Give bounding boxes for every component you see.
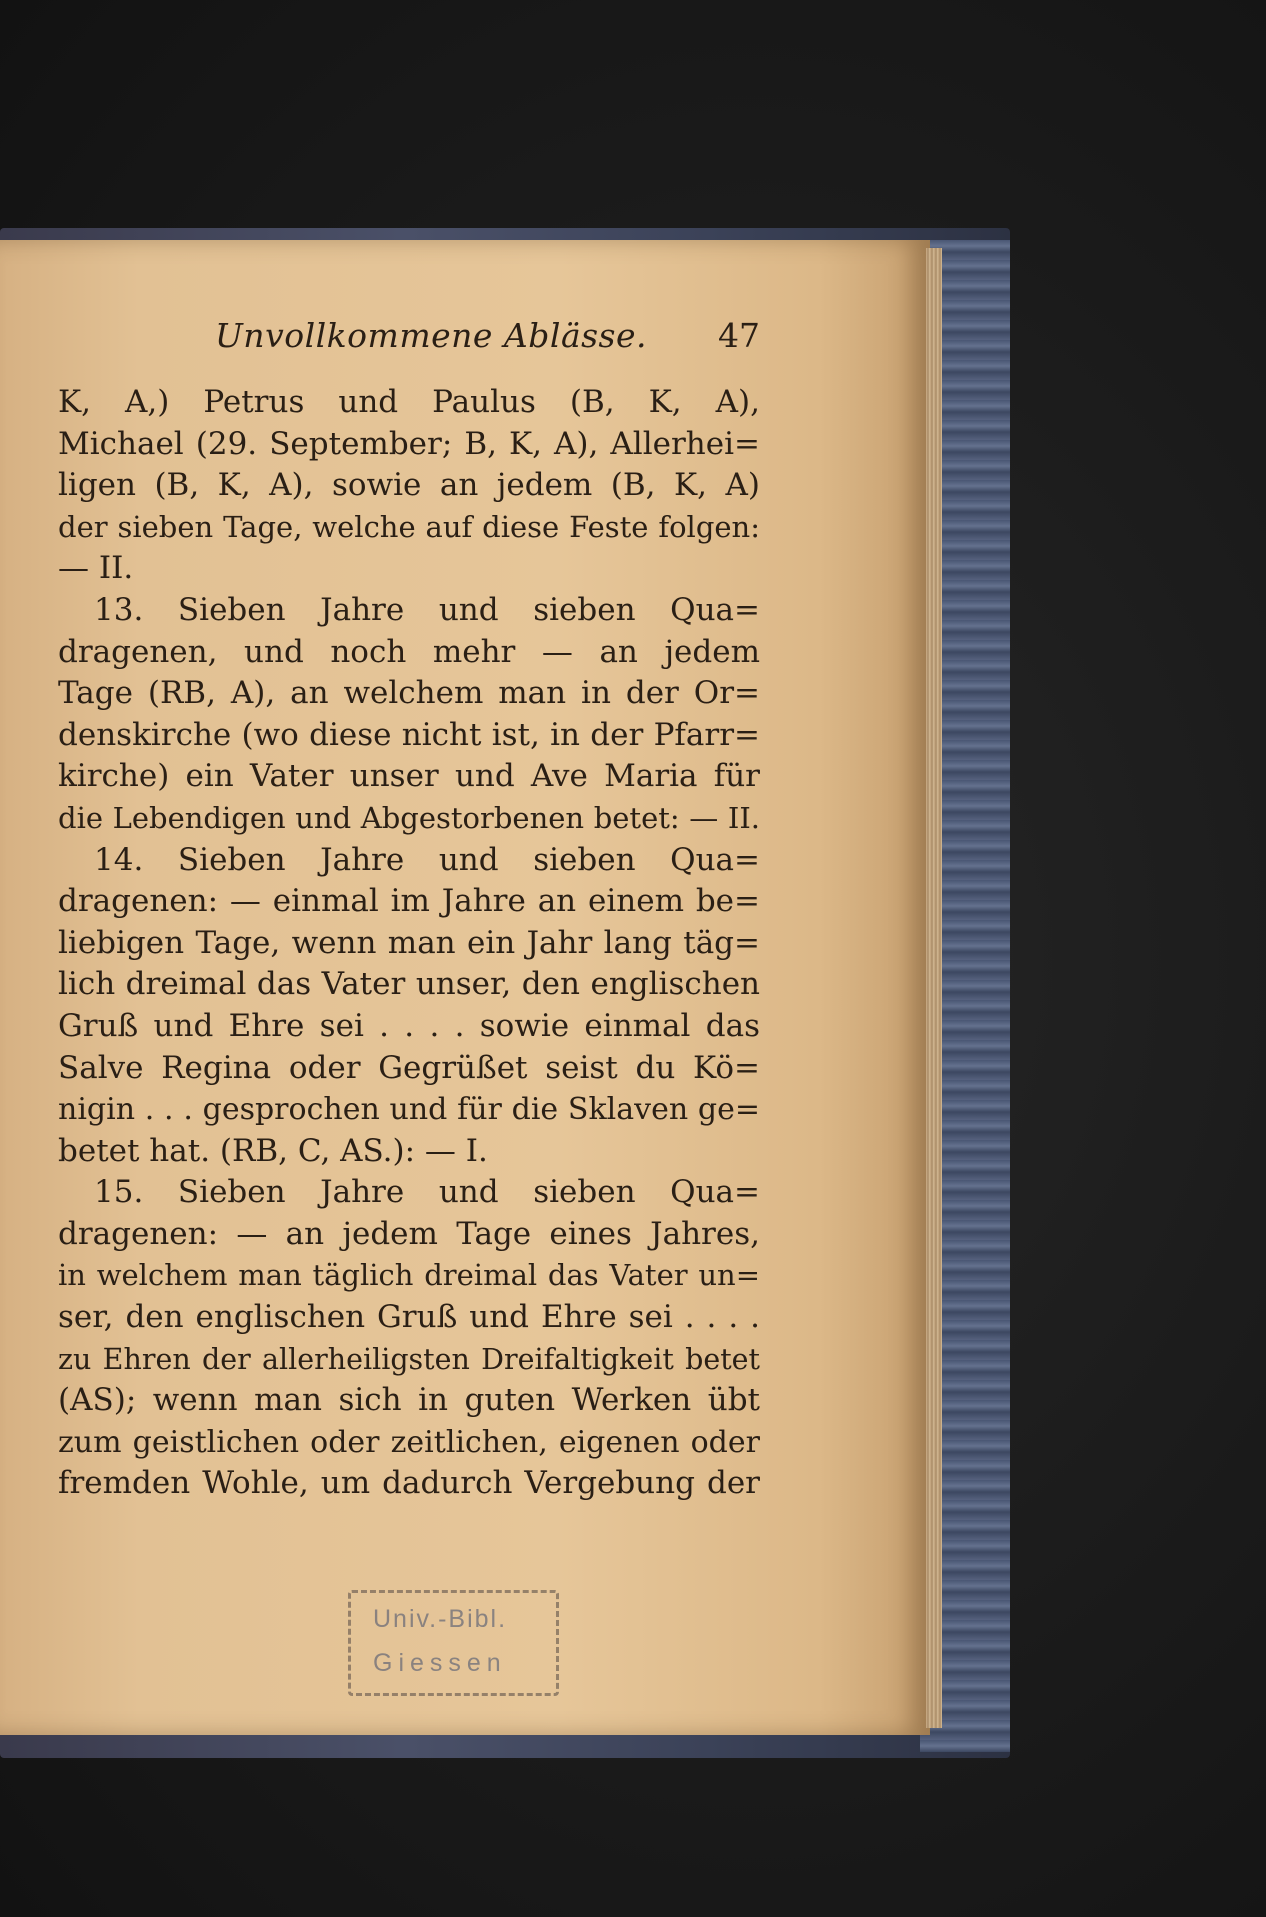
page-number: 47 <box>718 315 760 355</box>
text-line: K, A,) Petrus und Paulus (B, K, A), <box>58 384 760 420</box>
text-line: nigin . . . gesprochen und für die Sklaven ge= <box>58 1092 760 1128</box>
text-line: Michael (29. September; B, K, A), Allerhei= <box>58 425 760 462</box>
page-edges <box>926 248 942 1728</box>
text-line-paragraph-13: 13. Sieben Jahre und sieben Qua= <box>94 591 760 628</box>
text-line: dragenen, und noch mehr — an jedem <box>58 633 760 670</box>
text-line: (AS); wenn man sich in guten Werken übt <box>58 1382 760 1419</box>
text-line: kirche) ein Vater unser und Ave Maria für <box>58 758 760 795</box>
text-line: zum geistlichen oder zeitlichen, eigenen oder <box>58 1424 760 1460</box>
text-line: die Lebendigen und Abgestorbenen betet: — II. <box>58 800 760 835</box>
text-line: Salve Regina oder Gegrüßet seist du Kö= <box>58 1049 760 1086</box>
text-line: ligen (B, K, A), sowie an jedem (B, K, A) <box>58 467 760 504</box>
text-line: liebigen Tage, wenn man ein Jahr lang täg= <box>58 924 760 961</box>
text-line: zu Ehren der allerheiligsten Dreifaltigkeit betet <box>58 1342 760 1376</box>
stamp-line-2: Giessen <box>373 1649 507 1677</box>
running-title: Unvollkommene Ablässe. <box>215 315 648 355</box>
text-line: der sieben Tage, welche auf diese Feste folgen: <box>58 509 760 544</box>
text-line: dragenen: — an jedem Tage eines Jahres, <box>58 1215 760 1252</box>
text-line: betet hat. (RB, C, AS.): — I. <box>58 1132 488 1169</box>
text-line: fremden Wohle, um dadurch Vergebung der <box>58 1465 760 1502</box>
text-line: lich dreimal das Vater unser, den englischen <box>58 966 760 1003</box>
text-line: — II. <box>58 550 134 587</box>
text-line: ser, den englischen Gruß und Ehre sei . . . . <box>58 1299 760 1336</box>
running-header <box>215 310 760 360</box>
text-line: dragenen: — einmal im Jahre an einem be= <box>58 883 760 920</box>
text-line: denskirche (wo diese nicht ist, in der Pfarr= <box>58 716 760 753</box>
text-line: Gruß und Ehre sei . . . . sowie einmal das <box>58 1007 760 1044</box>
text-line: Tage (RB, A), an welchem man in der Or= <box>58 675 760 712</box>
text-line-paragraph-15: 15. Sieben Jahre und sieben Qua= <box>94 1174 760 1211</box>
library-stamp <box>348 1590 559 1696</box>
stamp-line-1: Univ.-Bibl. <box>373 1605 508 1633</box>
text-line: in welchem man täglich dreimal das Vater un= <box>58 1258 760 1293</box>
text-line-paragraph-14: 14. Sieben Jahre und sieben Qua= <box>94 841 760 878</box>
page-body <box>58 382 760 1505</box>
